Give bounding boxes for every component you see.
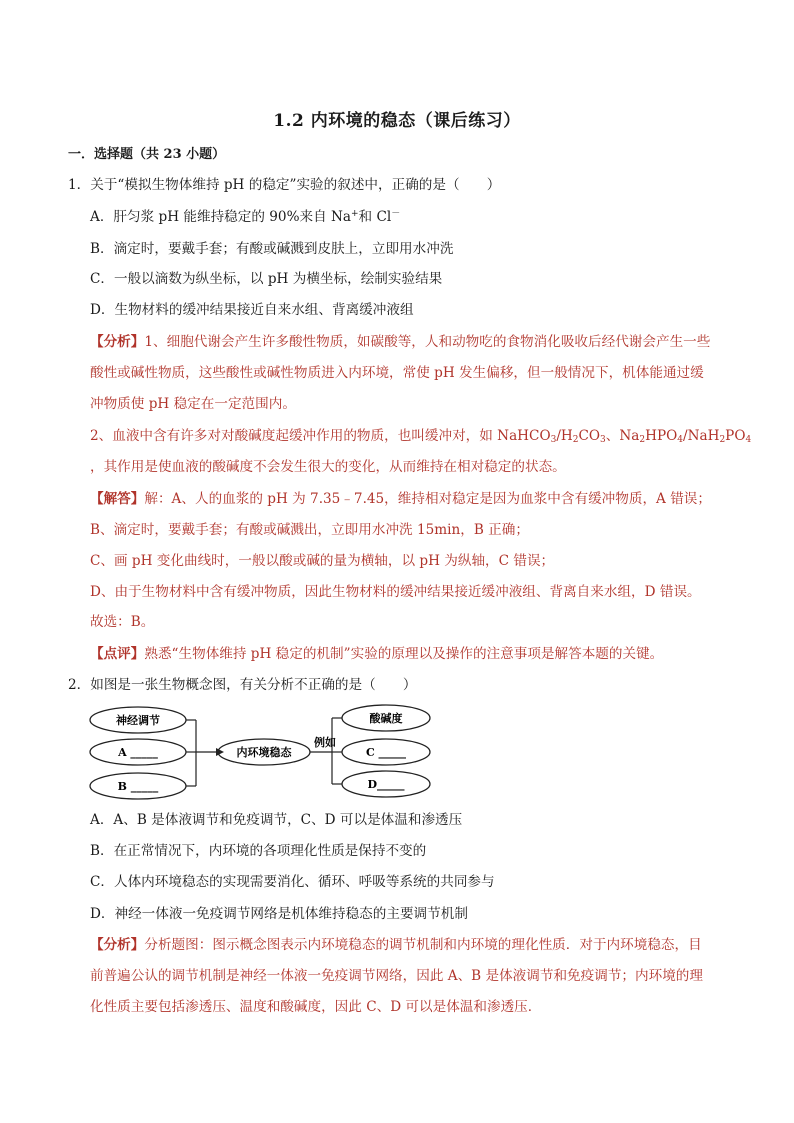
question-2-option-d: D．神经一体液一免疫调节网络是机体维持稳态的主要调节机制 — [90, 906, 468, 922]
question-1-answer-line-1: 【解答】解：A、人的血浆的 pH 为 7.35﹣7.45，维持相对稳定是因为血浆中含有缓冲物质，A 错误； — [90, 491, 711, 507]
question-1-analysis-line-5: ，其作用是使血液的酸碱度不会发生很大的变化，从而维持在相对稳定的状态。 — [90, 459, 566, 475]
question-1-answer-line-2: B、滴定时，要戴手套；有酸或碱溅出，立即用水冲洗 15min，B 正确； — [90, 522, 529, 538]
question-1-option-c: C．一般以滴数为纵坐标，以 pH 为横坐标，绘制实验结果 — [90, 271, 443, 287]
question-1-analysis-line-2: 酸性或碱性物质，这些酸性或碱性物质进入内环境，常使 pH 发生偏移，但一般情况下，机体能通过缓 — [90, 365, 704, 381]
label-right-1: 酸碱度 — [369, 712, 403, 725]
label-example: 例如 — [314, 736, 336, 749]
question-1-analysis-line-3: 冲物质使 pH 稳定在一定范围内。 — [90, 396, 296, 412]
question-1-option-b: B．滴定时，要戴手套；有酸或碱溅到皮肤上，立即用水冲洗 — [90, 241, 454, 257]
analysis-tag: 【分析】 — [90, 937, 145, 953]
question-1-answer-line-3: C、画 pH 变化曲线时，一般以酸或碱的量为横轴，以 pH 为纵轴，C 错误； — [90, 553, 555, 569]
question-1-option-d: D．生物材料的缓冲结果接近自来水组、背离缓冲液组 — [90, 302, 414, 318]
question-1-analysis-line-1: 【分析】1、细胞代谢会产生许多酸性物质，如碳酸等，人和动物吃的食物消化吸收后经代谢会产生一些 — [90, 334, 711, 350]
label-right-3: D_____ — [367, 778, 405, 791]
arrow-head — [216, 748, 224, 756]
question-1-option-a: A．肝匀浆 pH 能维持稳定的 90%来自 Na+和 Cl－ — [90, 209, 401, 225]
comment-tag: 【点评】 — [90, 646, 145, 662]
question-2-analysis-line-3: 化性质主要包括渗透压、温度和酸碱度，因此 C、D 可以是体温和渗透压． — [90, 999, 542, 1015]
question-1-analysis-line-4: 2、血液中含有许多对对酸碱度起缓冲作用的物质，也叫缓冲对，如 $NaHCO_3/H_2CO_3$、$Na_2HPO_4/NaH_2PO_4$ — [90, 428, 752, 445]
analysis-tag: 【分析】 — [90, 334, 145, 350]
label-left-3: B _____ — [117, 780, 159, 793]
label-right-2: C _____ — [365, 746, 407, 759]
label-left-2: A _____ — [118, 746, 158, 759]
question-1-stem: 1．关于“模拟生物体维持 pH 的稳定”实验的叙述中，正确的是（ ） — [68, 177, 501, 193]
question-1-answer-line-4: D、由于生物材料中含有缓冲物质，因此生物材料的缓冲结果接近缓冲液组、背离自来水组，D 错误。 — [90, 584, 701, 600]
question-2-option-a: A．A、B 是体液调节和免疫调节，C、D 可以是体温和渗透压 — [90, 812, 463, 828]
question-2-analysis-line-1: 【分析】分析题图：图示概念图表示内环境稳态的调节机制和内环境的理化性质．对于内环境稳态，目 — [90, 937, 702, 953]
page-title: 1.2 内环境的稳态（课后练习） — [273, 111, 521, 131]
section-heading: 一．选择题（共 23 小题） — [68, 147, 226, 162]
question-2-option-c: C．人体内环境稳态的实现需要消化、循环、呼吸等系统的共同参与 — [90, 874, 495, 890]
question-1-comment: 【点评】熟悉“生物体维持 pH 稳定的机制”实验的原理以及操作的注意事项是解答本题的关键。 — [90, 646, 664, 662]
concept-diagram — [88, 700, 448, 800]
question-2-stem: 2．如图是一张生物概念图，有关分析不正确的是（ ） — [68, 677, 417, 693]
answer-tag: 【解答】 — [90, 491, 145, 507]
question-1-choice: 故选：B。 — [90, 614, 155, 630]
label-center: 内环境稳态 — [236, 746, 292, 759]
label-left-1: 神经调节 — [116, 714, 160, 727]
question-2-analysis-line-2: 前普遍公认的调节机制是神经一体液一免疫调节网络，因此 A、B 是体液调节和免疫调节；内环境的理 — [90, 968, 703, 984]
question-2-option-b: B．在正常情况下，内环境的各项理化性质是保持不变的 — [90, 843, 427, 859]
